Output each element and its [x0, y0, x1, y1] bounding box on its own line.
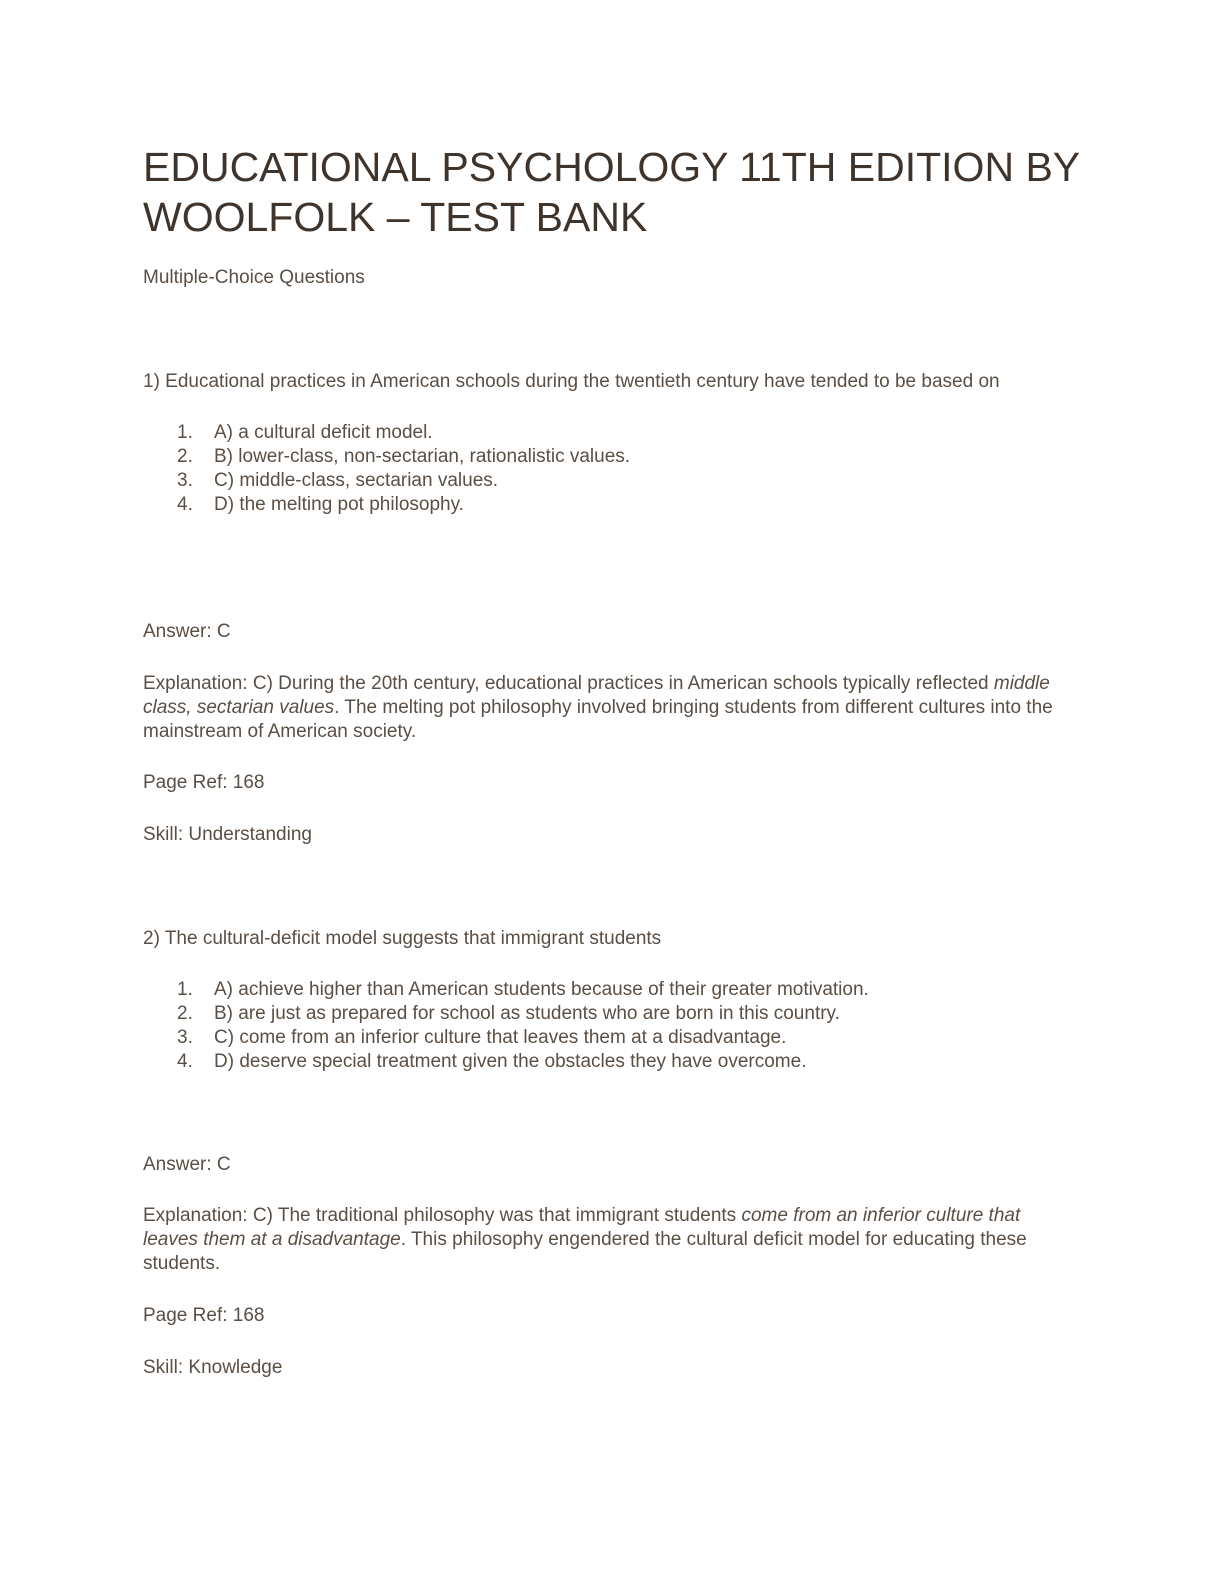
- question-2-explanation: Explanation: C) The traditional philosophy was that immigrant students come from an inferior culture that leaves them at a disadvantage. This philosophy engendered the cultural deficit model for educating these students.: [143, 1205, 1027, 1274]
- question-1-skill: Skill: Understanding: [143, 824, 312, 845]
- question-1-page-ref: Page Ref: 168: [143, 772, 265, 793]
- option-item: 2. B) are just as prepared for school as students who are born in this country.: [177, 1003, 840, 1024]
- question-2-options: [143, 978, 1078, 1074]
- option-item: 1. A) a cultural deficit model.: [177, 422, 433, 443]
- question-2: [143, 927, 1078, 1074]
- question-1-options: [143, 421, 1078, 517]
- question-2-skill: Skill: Knowledge: [143, 1357, 283, 1378]
- question-2-answer: Answer: C: [143, 1154, 231, 1175]
- option-item: 4. D) the melting pot philosophy.: [177, 494, 464, 515]
- question-2-page-ref: Page Ref: 168: [143, 1305, 265, 1326]
- question-1: [143, 370, 1078, 517]
- option-item: 2. B) lower-class, non-sectarian, rationalistic values.: [177, 446, 631, 467]
- question-1-stem: 1) Educational practices in American schools during the twentieth century have tended to be based on: [143, 371, 1000, 392]
- question-1-answer: Answer: C: [143, 621, 231, 642]
- option-item: 1. A) achieve higher than American students because of their greater motivation.: [177, 979, 869, 1000]
- document-title: EDUCATIONAL PSYCHOLOGY 11TH EDITION BY WOOLFOLK – TEST BANK: [143, 144, 1080, 240]
- question-1-explanation: Explanation: C) During the 20th century, educational practices in American schools typically reflected middle class, sectarian values. The melting pot philosophy involved bringing students from different cultures into the mainstream of American society.: [143, 673, 1053, 742]
- option-item: 3. C) come from an inferior culture that leaves them at a disadvantage.: [177, 1027, 787, 1048]
- option-item: 3. C) middle-class, sectarian values.: [177, 470, 499, 491]
- section-heading: Multiple-Choice Questions: [143, 267, 365, 288]
- question-2-stem: 2) The cultural-deficit model suggests that immigrant students: [143, 928, 662, 949]
- option-item: 4. D) deserve special treatment given the obstacles they have overcome.: [177, 1051, 807, 1072]
